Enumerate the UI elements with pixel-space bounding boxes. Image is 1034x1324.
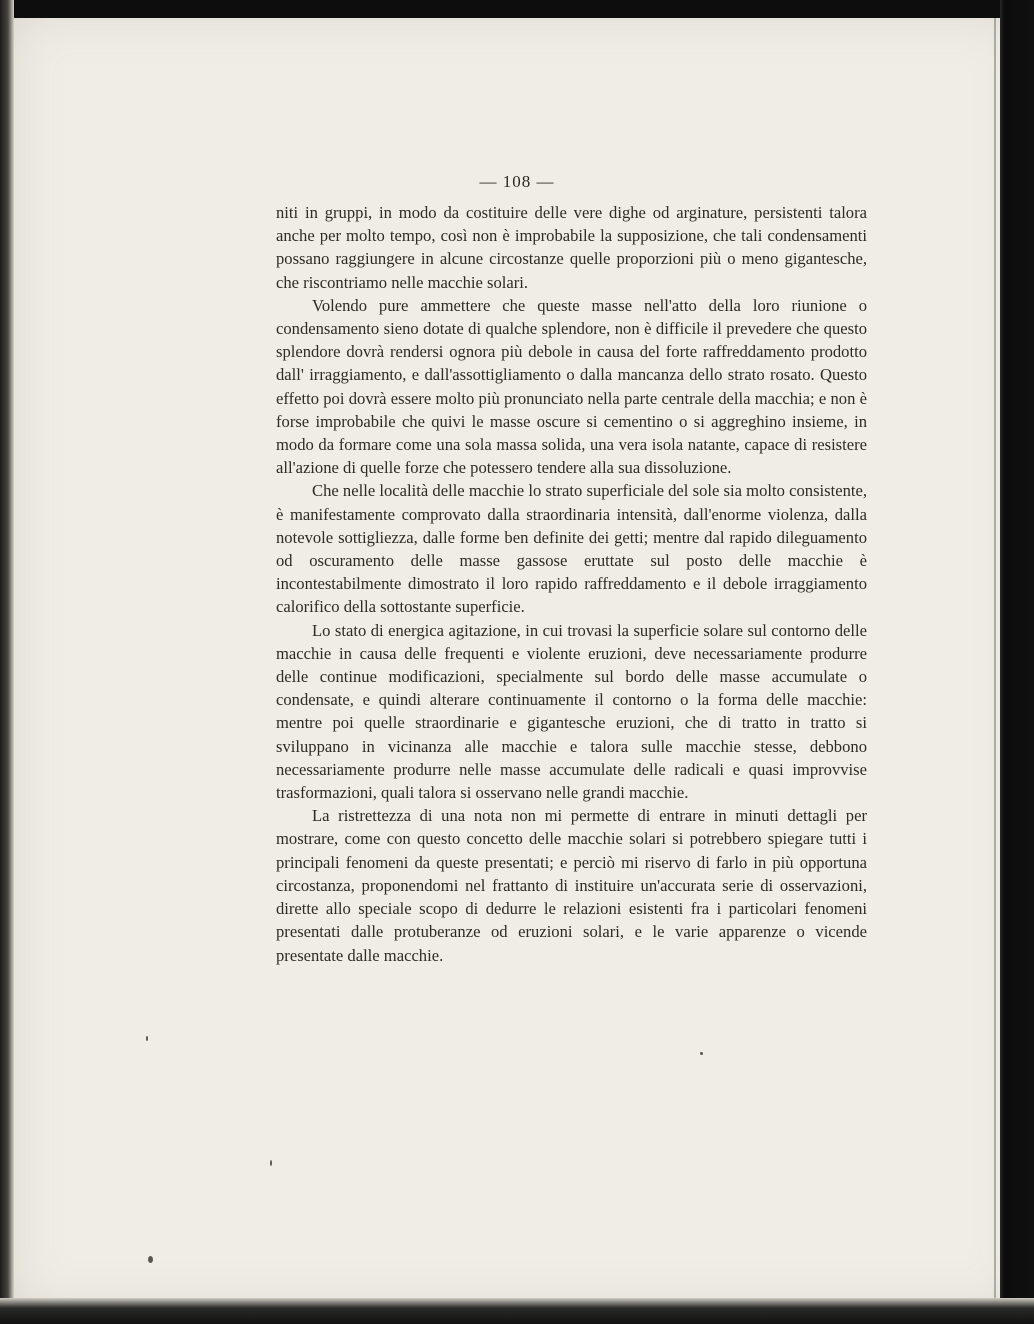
- scan-border-top: [0, 0, 1034, 18]
- page-number-header: — 108 —: [479, 172, 555, 191]
- body-text: [276, 201, 867, 967]
- page-edge-shadow: [994, 18, 996, 1298]
- paragraph: Che nelle località delle macchie lo strato superficiale del sole sia molto consistente, è manifestamente comprovato dalla straordinaria intensità, dall'enorme violenza, dalla notevole sottigliezza, dalle forme ben definite dei getti; mentre dal rapido dileguamento od oscuramento delle masse gassose eruttate sul posto delle macchie è incontestabilmente dimostrato il loro rapido raffreddamento e il debole irraggiamento calorifico della sottostante superficie.: [276, 481, 867, 617]
- paragraph: La ristrettezza di una nota non mi permette di entrare in minuti dettagli per mostrare, come con questo concetto delle macchie solari si potrebbero spiegare tutti i principali fenomeni da queste presentati; e perciò mi riservo di farlo in più opportuna circostanza, proponendomi nel frattanto di instituire un'accurata serie di osservazioni, dirette allo speciale scopo di dedurre le relazioni esistenti fra i particolari fenomeni presentati dalle protuberanze od eruzioni solari, e le varie apparenze o vicende presentate dalle macchie.: [276, 806, 867, 965]
- scan-border-right: [1000, 0, 1034, 1324]
- scan-border-left: [0, 0, 14, 1324]
- paragraph: Lo stato di energica agitazione, in cui trovasi la superficie solare sul contorno delle macchie in causa delle frequenti e violente eruzioni, deve necessariamente produrre delle continue modificazioni, specialmente sul bordo delle masse accumulate o condensate, e quindi alterare continuamente il contorno o la forma delle macchie: mentre poi quelle straordinarie e gigantesche eruzioni, che di tratto in tratto si sviluppano in vicinanza alle macchie e talora sulle macchie stesse, debbono necessariamente produrre nelle masse accumulate delle radicali e quasi improvvise trasformazioni, quali talora si osservano nelle grandi macchie.: [276, 620, 867, 803]
- scan-border-bottom: [0, 1298, 1034, 1324]
- paragraph: Volendo pure ammettere che queste masse nell'atto della loro riunione o condensamento sieno dotate di qualche splendore, non è difficile il prevedere che questo splendore dovrà rendersi ognora più debole in causa del forte raffreddamento prodotto dall' irraggiamento, e dall'assottigliamento o dalla mancanza dello strato rosato. Questo effetto poi dovrà essere molto più pronunciato nella parte centrale della macchia; e non è forse improbabile che quivi le masse oscure si cementino o si aggreghino insieme, in modo da formare come una sola massa solida, una vera isola natante, capace di resistere all'azione di quelle forze che potessero tendere alla sua dissoluzione.: [276, 295, 867, 478]
- paper-speck: [146, 1036, 148, 1041]
- paper-speck: [700, 1052, 703, 1055]
- paper-speck: [270, 1160, 272, 1166]
- paper-speck: [148, 1256, 153, 1263]
- paragraph: niti in gruppi, in modo da costituire delle vere dighe od arginature, persistenti talora anche per molto tempo, così non è improbabile la supposizione, che tali condensamenti possano raggiungere in alcune circostanze quelle proporzioni più o meno gigantesche, che riscontriamo nelle macchie solari.: [276, 203, 867, 292]
